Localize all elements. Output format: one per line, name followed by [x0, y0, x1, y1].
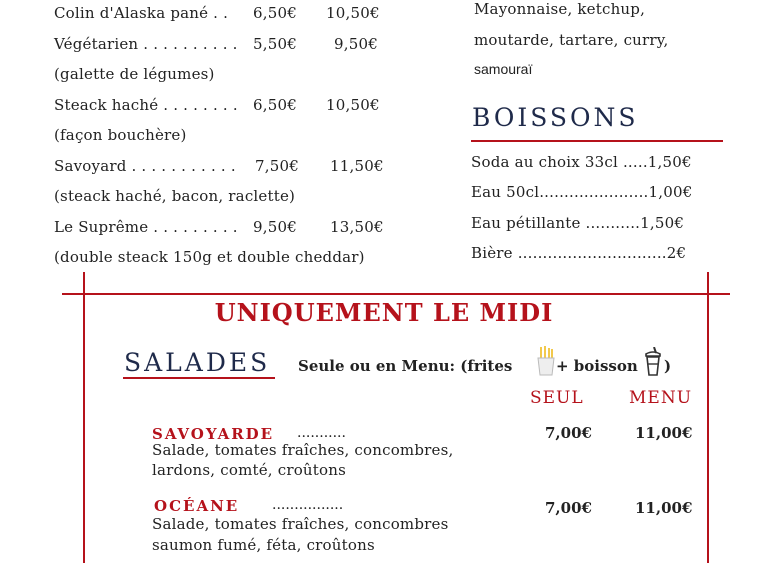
burger-item-note: (steack haché, bacon, raclette): [54, 187, 296, 205]
sauces-line: samouraï: [474, 61, 533, 77]
burger-price-seul: 7,50€: [255, 157, 299, 175]
fries-icon: [536, 346, 556, 376]
midi-banner: UNIQUEMENT LE MIDI: [214, 298, 554, 327]
sauces-line: Mayonnaise, ketchup,: [474, 0, 646, 18]
boissons-title: BOISSONS: [472, 103, 639, 132]
burger-price-menu: 9,50€: [334, 35, 378, 53]
burger-price-menu: 11,50€: [330, 157, 384, 175]
salad-price-seul: 7,00€: [545, 499, 592, 517]
burger-price-seul: 6,50€: [253, 96, 297, 114]
burger-item-name: Colin d'Alaska pané . .: [54, 4, 229, 22]
salades-underline: [123, 377, 275, 379]
boisson-item: Bière ..............................2€: [471, 244, 687, 262]
burger-price-menu: 10,50€: [326, 4, 380, 22]
subtitle-part: ): [664, 357, 672, 375]
salad-price-menu: 11,00€: [635, 424, 693, 442]
burger-item-note: (double steack 150g et double cheddar): [54, 248, 365, 266]
salad-description: Salade, tomates fraîches, concombres,: [152, 441, 454, 459]
salad-description: Salade, tomates fraîches, concombres: [152, 515, 449, 533]
boisson-item: Soda au choix 33cl .....1,50€: [471, 153, 692, 171]
burger-item-name: Le Suprême . . . . . . . . .: [54, 218, 238, 236]
salad-name: OCÉANE: [154, 497, 240, 515]
burger-item-name: Savoyard . . . . . . . . . . .: [54, 157, 236, 175]
burger-item-name: Steack haché . . . . . . . .: [54, 96, 238, 114]
burger-item-name: Végétarien . . . . . . . . . .: [54, 35, 238, 53]
salad-description: lardons, comté, croûtons: [152, 461, 347, 479]
burger-price-menu: 10,50€: [326, 96, 380, 114]
salad-price-menu: 11,00€: [635, 499, 693, 517]
salad-name: SAVOYARDE: [152, 425, 275, 443]
sauces-line: moutarde, tartare, curry,: [474, 31, 669, 49]
burger-price-seul: 5,50€: [253, 35, 297, 53]
boissons-underline: [471, 140, 723, 142]
burger-price-seul: 6,50€: [253, 4, 297, 22]
drink-cup-icon: [643, 347, 663, 377]
col-header-menu: MENU: [629, 388, 693, 408]
boisson-item: Eau pétillante ...........1,50€: [471, 214, 685, 232]
midi-box-top-border: [62, 293, 730, 295]
salades-title: SALADES: [124, 348, 271, 377]
burger-price-seul: 9,50€: [253, 218, 297, 236]
burger-price-menu: 13,50€: [330, 218, 384, 236]
subtitle-part: + boisson: [556, 357, 638, 375]
salad-dots: ...........: [297, 425, 346, 441]
burger-item-note: (galette de légumes): [54, 65, 215, 83]
boisson-item: Eau 50cl......................1,00€: [471, 183, 693, 201]
col-header-seul: SEUL: [530, 388, 584, 408]
salad-description: saumon fumé, féta, croûtons: [152, 536, 375, 554]
salad-dots: ................: [272, 497, 344, 513]
salad-price-seul: 7,00€: [545, 424, 592, 442]
subtitle-part: Seule ou en Menu: (frites: [298, 357, 513, 375]
burger-item-note: (façon bouchère): [54, 126, 187, 144]
